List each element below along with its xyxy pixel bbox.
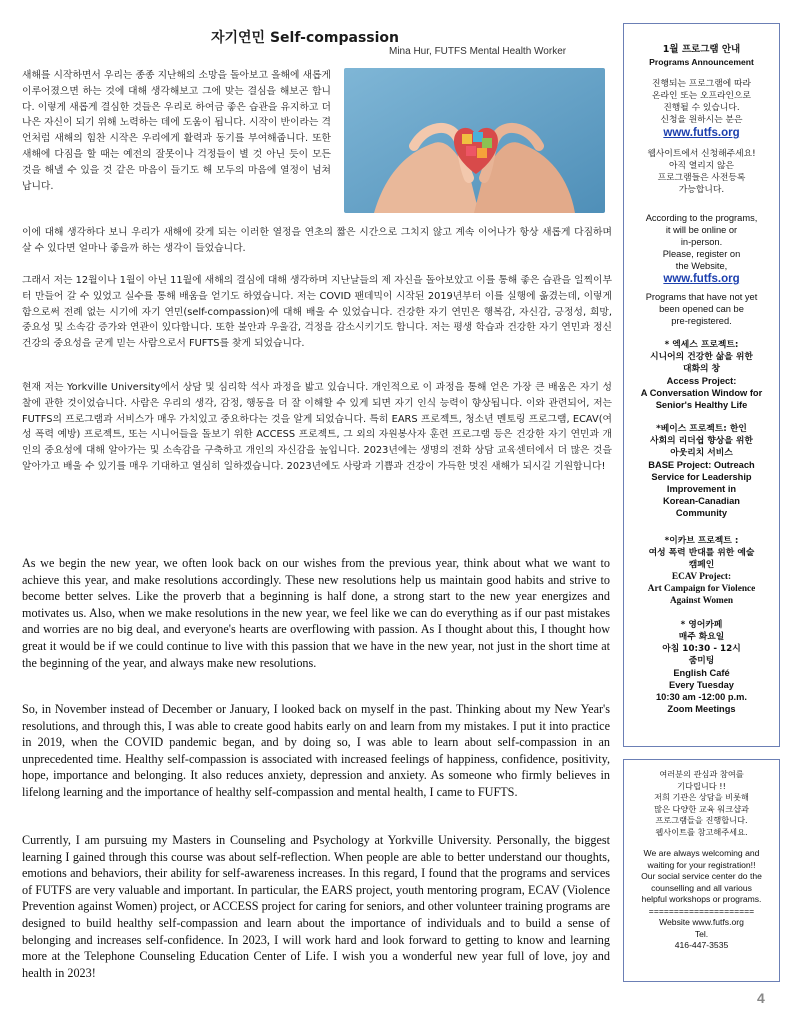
english-paragraph-2-text: So, in November instead of December or January, I looked back on myself in the past. Thinking about my New Year's resolutions, and through this, I was able to create good habits early on and learn from my mistakes. I put it into practice in 2019, when the COVID pandemic began, and by doing so, I was able to learn about self-compassion in an unprecedented time. Healthy self-compassion is associated with increased feelings of happiness, confidence, positivity, hope, importance and belonging. It also reduces anxiety, depression and anxiety. As someone who firmly believes in lifelong learning and the importance of healthy self-compassion and mental health, I came to FUFTS. <box>22 702 610 799</box>
contact-box-en: We are always welcoming and waiting for your registration!! Our social service center do the counselling and all various helpful workshops or programs. <box>641 848 762 904</box>
hands-heart-illustration <box>344 68 605 213</box>
korean-lead-paragraph <box>22 68 331 194</box>
ecav-project-en: ECAV Project: Art Campaign for Violence Against Women <box>647 572 756 606</box>
contact-box-ko: 여러분의 관심과 참여를 기다립니다 !! 저희 기관은 상담을 비롯해 많은 다양한 교육 워크샵과 프로그램들을 진행합니다. 웹사이트를 참고해주세요. <box>654 769 749 837</box>
sidebar-intro-en: According to the programs, it will be online or in-person. Please, register on the Website, <box>645 213 758 271</box>
sidebar-intro-en-2: Programs that have not yet been opened can be pre-registered. <box>645 292 758 326</box>
website-link-2[interactable]: www.futfs.org <box>663 273 740 285</box>
base-project-ko: *베이스 프로젝트: 한인 사회의 리더쉽 향상을 위한 아웃리치 서비스 <box>650 424 753 458</box>
korean-paragraph-3 <box>22 380 612 475</box>
programs-sidebar <box>623 23 780 747</box>
english-paragraph-1-text: As we begin the new year, we often look back on our wishes from the previous year, think about what we want to achieve this year, and make resolutions accordingly. These new resolutions help us maintain good habits and strive to become better selves. Like the proverb that a beginning is half done, a strong start to the new year energizes and motivates us. Also, when we make resolutions in the new year, we feel like we can do everything as if our past mistakes and worries are no big deal, and everyone's hearts are overflowing with passion. As I thought about this, I thought how great it would be if we could continue to live with this passion that we have in the new year, not just in the short time at the beginning of the year, and always make new resolutions. <box>22 556 610 670</box>
access-project-en: Access Project: A Conversation Window for Senior's Healthy Life <box>640 376 763 410</box>
contact-box <box>623 759 780 982</box>
article-byline: Mina Hur, FUTFS Mental Health Worker <box>389 46 567 57</box>
korean-lead-text: 새해를 시작하면서 우리는 종종 지난해의 소망을 돌아보고 올해에 새롭게 이루어졌으면 하는 것에 대해 생각해보고 그에 맞는 결심을 해보곤 합니다. 이렇게 새롭게 결심한 것들은 우리로 하여금 좋은 습관을 유지하고 더 나은 자신이 되기 위해 노력하는 데에 도움이 됩니다. 시작이 반이라는 격언처럼 새해의 힘찬 시작은 우리에게 활력과 동기를 부여해줍니다. 또한 새해에 다짐을 할 때는 예전의 잘못이나 걱정들이 별 것 아닌 듯이 모든 것을 해낼 수 있을 것 같은 마음이 들기도 해 모두의 마음에 열정이 넘쳐납니다. <box>22 70 331 192</box>
ecav-project-ko: *이카브 프로젝트 : 여성 폭력 반대를 위한 예술 캠페인 <box>648 536 755 570</box>
page-number: 4 <box>757 990 765 1006</box>
website-link[interactable]: www.futfs.org <box>663 127 740 139</box>
english-paragraph-3-text: Currently, I am pursuing my Masters in Counseling and Psychology at Yorkville University. Personally, the biggest learning I gained through this course was about self-reflection. When people are able to better understand our thoughts, emotions and behaviors, their ability for self-awareness increases. In this regard, I found that the programs and services of FUTFS are very valuable and important. In particular, the EARS project, youth mentoring program, ECAV (Violence Prevention against Women) project, or ACCESS project for caring for seniors, and other volunteer training programs are designed to build healthy self-compassion and learn about the importance of individuals and to build a sense of belonging and increases self-confidence. In 2023, I will work hard and look forward to getting to know and learning more at the Telephone Counseling Education Center of Life. I wish you a wonderful new year full of love, joy and health in 2023! <box>22 833 610 980</box>
sidebar-heading-ko: 1월 프로그램 안내 <box>662 44 741 55</box>
sidebar-intro-ko: 진행되는 프로그램에 따라 온라인 또는 오프라인으로 진행될 수 있습니다. 신청을 원하시는 분은 <box>651 79 752 125</box>
english-cafe-en: English Café Every Tuesday 10:30 am -12:00 p.m. Zoom Meetings <box>656 668 747 714</box>
korean-lead-tail <box>22 225 612 257</box>
korean-paragraph-2 <box>22 273 612 352</box>
article-title: 자기연민 Self-compassion <box>210 30 400 46</box>
contact-tel: 416-447-3535 <box>674 940 729 950</box>
english-paragraph-2 <box>22 701 610 801</box>
contact-divider: ===================== <box>648 905 755 916</box>
english-paragraph-3 <box>22 832 610 981</box>
base-project-en: BASE Project: Outreach Service for Leadership Improvement in Korean-Canadian Community <box>648 460 755 518</box>
contact-website: Website www.futfs.org <box>659 917 744 927</box>
english-cafe-ko: * 영어카페 매주 화요일 아침 10:30 - 12시 줌미팅 <box>662 620 741 666</box>
english-paragraph-1 <box>22 555 610 671</box>
sidebar-intro-ko-2: 웹사이트에서 신청해주세요! 아직 열리지 않은 프로그램들은 사전등록 가능합니다. <box>647 149 756 195</box>
korean-lead-tail-text: 이에 대해 생각하다 보니 우리가 새해에 갖게 되는 이러한 열정을 연초의 짧은 시간으로 그치지 않고 계속 이어나가 항상 새롭게 다짐하며 살 수 있다면 얼마나 좋을까 하는 생각이 들었습니다. <box>22 227 612 254</box>
sidebar-heading-en: Programs Announcement <box>649 57 754 67</box>
korean-paragraph-2-text: 그래서 저는 12월이나 1월이 아닌 11월에 새해의 결심에 대해 생각하며 지난날들의 제 자신을 돌아보았고 이를 통해 좋은 습관을 일찍이부터 만들어 갈 수 있었고 실수를 통해 배움을 얻기도 하였습니다. 저는 COVID 팬데믹이 시작된 2019년부터 이를 실행에 옮겼는데, 이렇게 함으로써 전례 없는 시기에 자기 연민(self-compassion)에 대해 배울 수 있었습니다. 건강한 자기 연민은 행복감, 자신감, 긍정성, 희망, 중요성 및 소속감 증가와 연관이 있다합니다. 또한 불안과 우울감, 걱정을 감소시키기도 합니다. 저는 평생 학습과 건강한 자기 연민과 정신 건강의 중요성을 굳게 믿는 사람으로서 FUFTS를 찾게 되었습니다. <box>22 275 612 350</box>
hands-heart-puzzle-image <box>344 68 605 213</box>
access-project-ko: * 엑세스 프로젝트: 시니어의 건강한 삶을 위한 대화의 창 <box>650 340 753 374</box>
contact-tel-label: Tel. <box>694 928 709 939</box>
korean-paragraph-3-text: 현재 저는 Yorkville University에서 상담 및 심리학 석사 과정을 밟고 있습니다. 개인적으로 이 과정을 통해 얻은 가장 큰 배움은 자기 성찰에 관한 것이었습니다. 사람은 우리의 생각, 감정, 행동을 더 잘 이해할 수 있게 되면 자기 인식 능력이 향상됩니다. 이와 관련되어, 저는 FUTFS의 프로그램과 서비스가 매우 가치있고 중요하다는 것을 알게 되었습니다. 특히 EARS 프로젝트, 청소년 멘토링 프로그램, ECAV(여성 폭력 예방) 프로젝트, 또는 시니어들을 돌보기 위한 ACCESS 프로젝트, 그 외의 자원봉사자 훈련 프로그램 등은 건강한 자기 연민과 개인의 중요성에 대해 알아가는 및 소속감을 구축하고 개인의 자신감을 높입니다. 2023년에는 생명의 전화 상담 교육센터에서 더 많은 것을 알아가고 배울 수 있기를 매우 기대하고 열심히 일하겠습니다. 2023년에도 사랑과 기쁨과 건강이 가득한 멋진 새해가 되시길 기원합니다! <box>22 382 612 472</box>
